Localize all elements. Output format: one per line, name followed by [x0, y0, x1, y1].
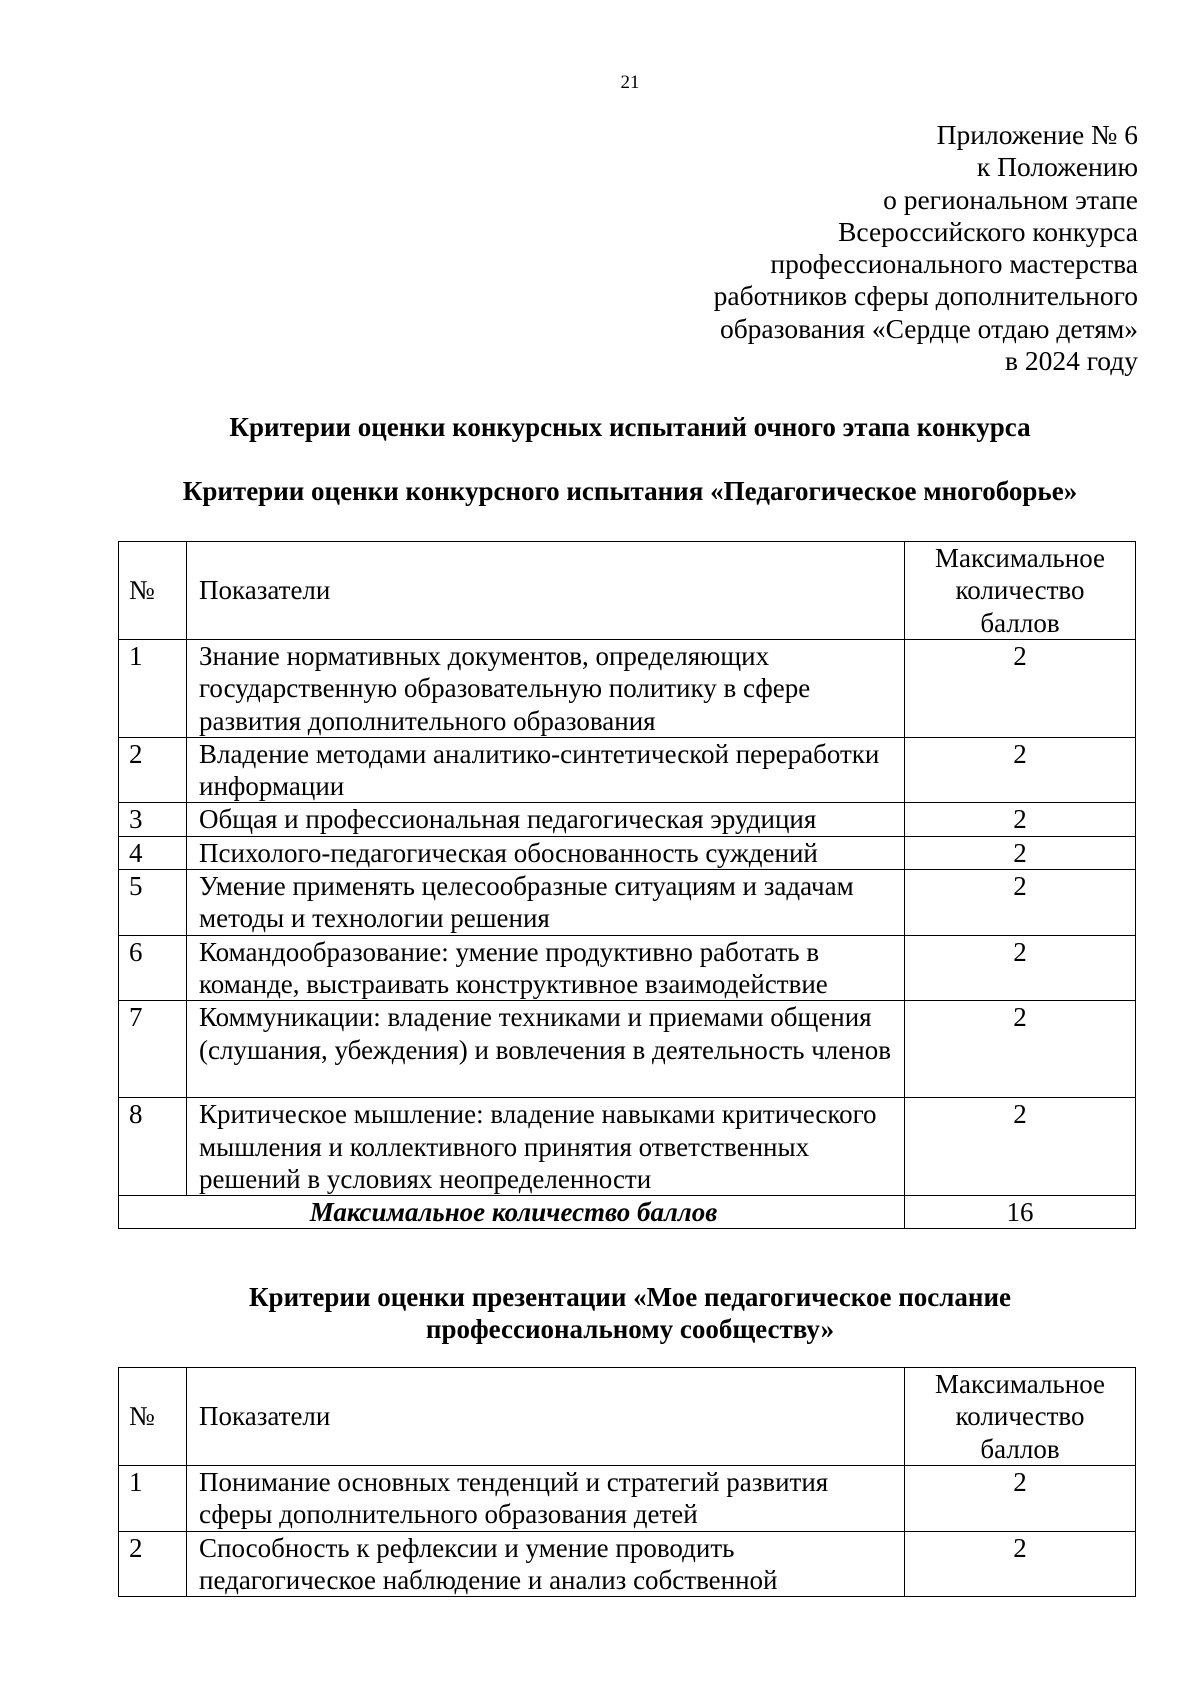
row-points: 2: [905, 1098, 1136, 1196]
header-num: №: [119, 542, 187, 640]
table-row: [119, 737, 1136, 803]
row-indicator: Критическое мышление: владение навыками критического мышления и коллективного принятия ответственных решений в условиях неопределенности: [187, 1098, 905, 1196]
section1-title: Критерии оценки конкурсного испытания «Педагогическое многоборье»: [182, 476, 1078, 506]
table-row: [119, 935, 1136, 1001]
table-row: [119, 1531, 1136, 1597]
table-row: [119, 870, 1136, 936]
header-max-points-line: количество: [955, 1401, 1085, 1432]
row-points: 2: [905, 737, 1136, 803]
criteria-table-presentation: [118, 1367, 1136, 1597]
row-indicator: Понимание основных тенденций и стратегий развития сферы дополнительного образования детей: [187, 1466, 905, 1532]
row-points: 2: [905, 803, 1136, 836]
appendix-line: о региональном этапе: [883, 183, 1138, 215]
row-num: 5: [119, 870, 187, 936]
row-indicator: Командообразование: умение продуктивно работать в команде, выстраивать конструктивное взаимодействие: [187, 935, 905, 1001]
row-num: 2: [119, 1531, 187, 1597]
appendix-line: к Положению: [976, 151, 1138, 183]
row-num: 7: [119, 1001, 187, 1098]
page-number: 21: [620, 72, 640, 93]
header-max-points: [905, 542, 1136, 640]
header-max-points-line: баллов: [980, 607, 1060, 638]
table-row: [119, 803, 1136, 836]
header-num: №: [119, 1368, 187, 1466]
table-row: [119, 640, 1136, 738]
appendix-line: профессионального мастерства: [770, 248, 1138, 280]
appendix-note: [438, 119, 1138, 377]
row-num: 8: [119, 1098, 187, 1196]
appendix-line: в 2024 году: [1004, 345, 1138, 377]
row-points: 2: [905, 1001, 1136, 1098]
section2-title-line: Критерии оценки презентации «Мое педагогическое послание: [248, 1282, 1012, 1312]
appendix-line: Всероссийского конкурса: [838, 215, 1138, 247]
total-value: 16: [905, 1196, 1136, 1229]
header-max-points: [905, 1368, 1136, 1466]
row-num: 6: [119, 935, 187, 1001]
section2-title: [0, 1281, 1200, 1346]
row-indicator: Общая и профессиональная педагогическая эрудиция: [187, 803, 905, 836]
row-points: 2: [905, 1466, 1136, 1532]
table-header-row: [119, 1368, 1136, 1466]
table-row: [119, 1098, 1136, 1196]
row-indicator: Психолого-педагогическая обоснованность суждений: [187, 836, 905, 869]
header-max-points-line: Максимальное: [934, 1369, 1106, 1400]
table-row: [119, 1001, 1136, 1098]
header-max-points-line: Максимальное: [934, 543, 1106, 574]
row-num: 1: [119, 1466, 187, 1532]
row-num: 4: [119, 836, 187, 869]
row-indicator: Умение применять целесообразные ситуациям и задачам методы и технологии решения: [187, 870, 905, 936]
section2-title-line: профессиональному сообществу»: [425, 1314, 835, 1345]
row-num: 1: [119, 640, 187, 738]
table-total-row: [119, 1196, 1136, 1229]
total-label: Максимальное количество баллов: [119, 1196, 905, 1229]
main-title: Критерии оценки конкурсных испытаний очного этапа конкурса: [229, 412, 1031, 442]
row-indicator: Владение методами аналитико-синтетической переработки информации: [187, 737, 905, 803]
header-indicators: Показатели: [187, 542, 905, 640]
row-points: 2: [905, 870, 1136, 936]
header-max-points-line: баллов: [980, 1433, 1060, 1464]
table-header-row: [119, 542, 1136, 640]
appendix-line: Приложение № 6: [936, 119, 1138, 150]
criteria-table-multievent: [118, 541, 1136, 1229]
header-max-points-line: количество: [955, 575, 1085, 606]
table-row: [119, 836, 1136, 869]
row-num: 2: [119, 737, 187, 803]
row-indicator: Знание нормативных документов, определяющих государственную образовательную политику в сфере развития дополнительного образования: [187, 640, 905, 738]
row-points: 2: [905, 640, 1136, 738]
row-indicator: Способность к рефлексии и умение проводить педагогическое наблюдение и анализ собственной: [187, 1531, 905, 1597]
row-indicator: Коммуникации: владение техниками и приемами общения (слушания, убеждения) и вовлечения в деятельность членов: [187, 1001, 905, 1098]
appendix-line: образования «Сердце отдаю детям»: [719, 312, 1138, 344]
row-points: 2: [905, 1531, 1136, 1597]
row-points: 2: [905, 836, 1136, 869]
appendix-line: работников сферы дополнительного: [713, 280, 1138, 312]
header-indicators: Показатели: [187, 1368, 905, 1466]
row-num: 3: [119, 803, 187, 836]
row-points: 2: [905, 935, 1136, 1001]
table-row: [119, 1466, 1136, 1532]
